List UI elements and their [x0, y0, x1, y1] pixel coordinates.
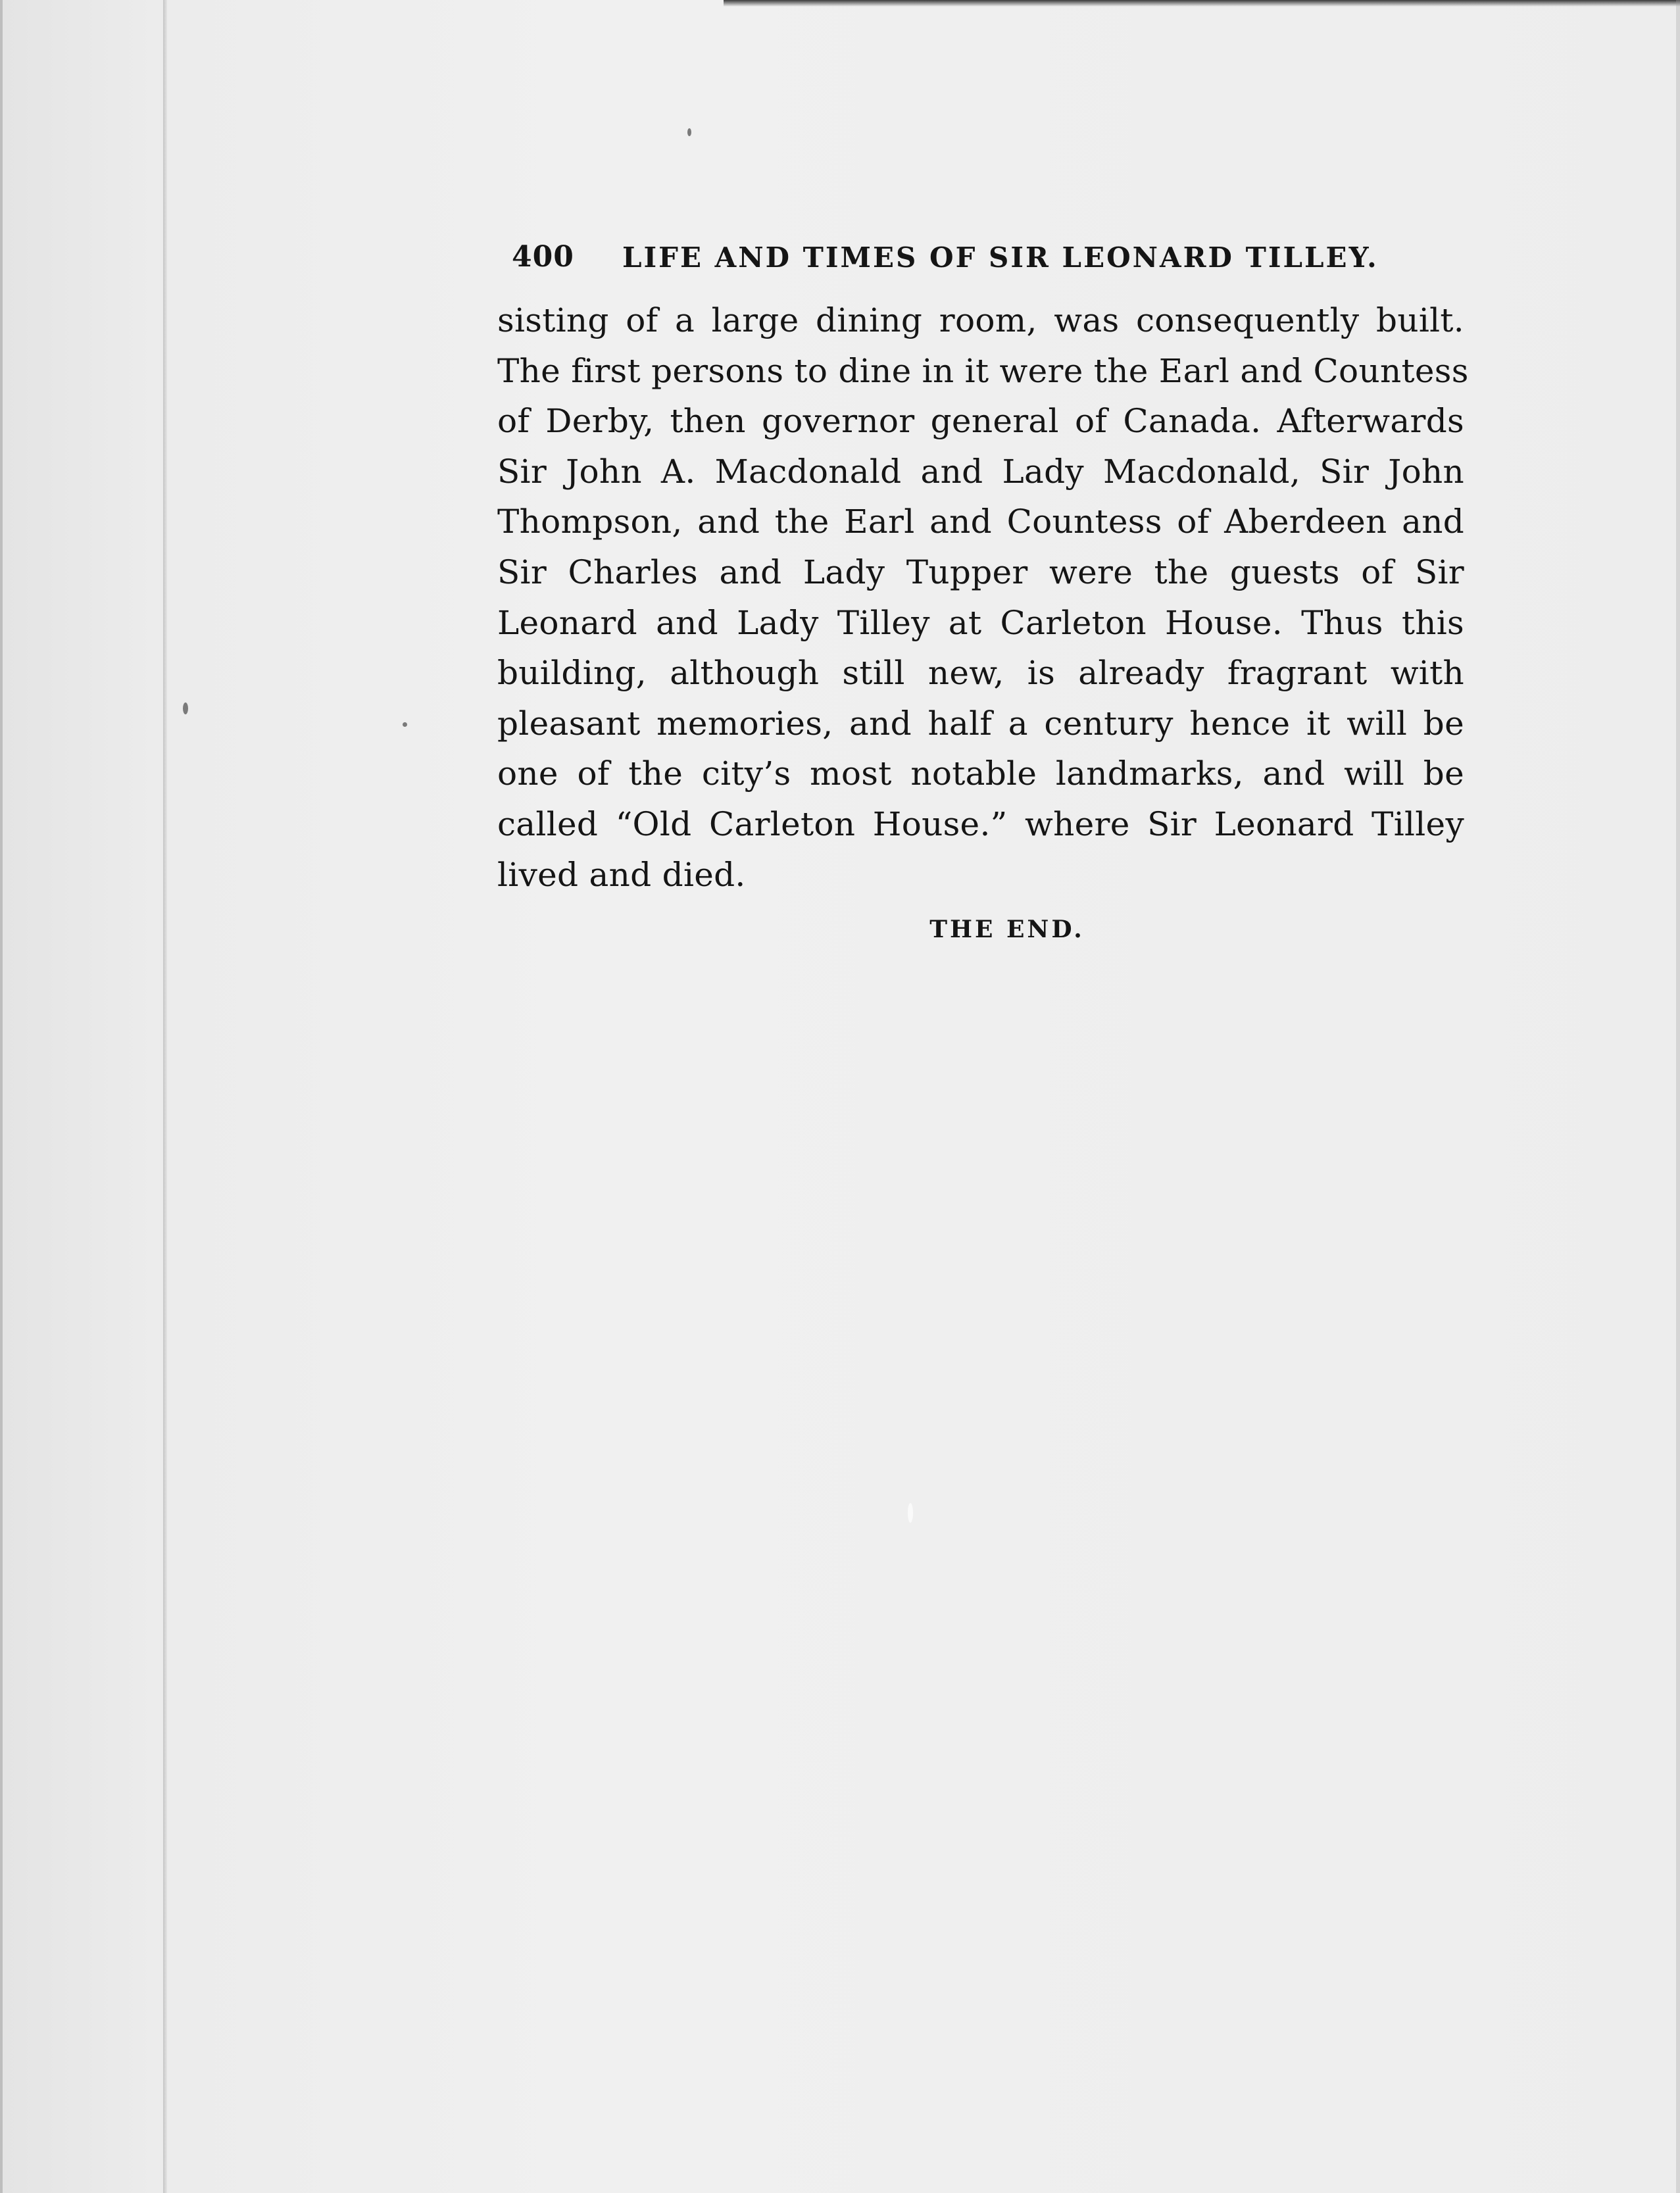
scan-speck: [183, 702, 188, 714]
text-line: building, although still new, is already fragrant with: [497, 654, 1464, 693]
scan-speck: [687, 128, 691, 136]
text-line: Sir John A. Macdonald and Lady Macdonald, Sir John: [497, 452, 1464, 491]
text-line: lived and died.: [497, 855, 746, 894]
body-paragraph: [497, 295, 1469, 900]
running-head: [497, 234, 1471, 286]
text-line: Thompson, and the Earl and Countess of Aberdeen and: [497, 503, 1464, 541]
end-mark: THE END.: [929, 916, 1085, 944]
text-line: pleasant memories, and half a century hence it will be: [497, 704, 1464, 743]
page-left-edge: [0, 0, 3, 2193]
text-line: sisting of a large dining room, was consequently built.: [497, 301, 1464, 339]
text-line: Leonard and Lady Tilley at Carleton House. Thus this: [497, 603, 1464, 642]
text-line: of Derby, then governor general of Canada. Afterwards: [497, 402, 1464, 441]
binding-shadow-line: [163, 0, 167, 2193]
text-line: Sir Charles and Lady Tupper were the guests of Sir: [497, 553, 1464, 591]
text-line: called “Old Carleton House.” where Sir Leonard Tilley: [497, 804, 1464, 843]
book-page: [497, 234, 1471, 943]
scan-speck: [403, 722, 407, 727]
page-right-edge: [1676, 0, 1680, 2193]
scan-speck: [908, 1503, 913, 1523]
text-line: one of the city’s most notable landmarks, and will be: [497, 754, 1464, 793]
running-title: LIFE AND TIMES OF SIR LEONARD TILLEY.: [622, 241, 1379, 274]
text-line: The first persons to dine in it were the Earl and Countess: [497, 351, 1469, 390]
top-edge-shadow: [724, 0, 1680, 7]
page-number: 400: [512, 240, 574, 274]
